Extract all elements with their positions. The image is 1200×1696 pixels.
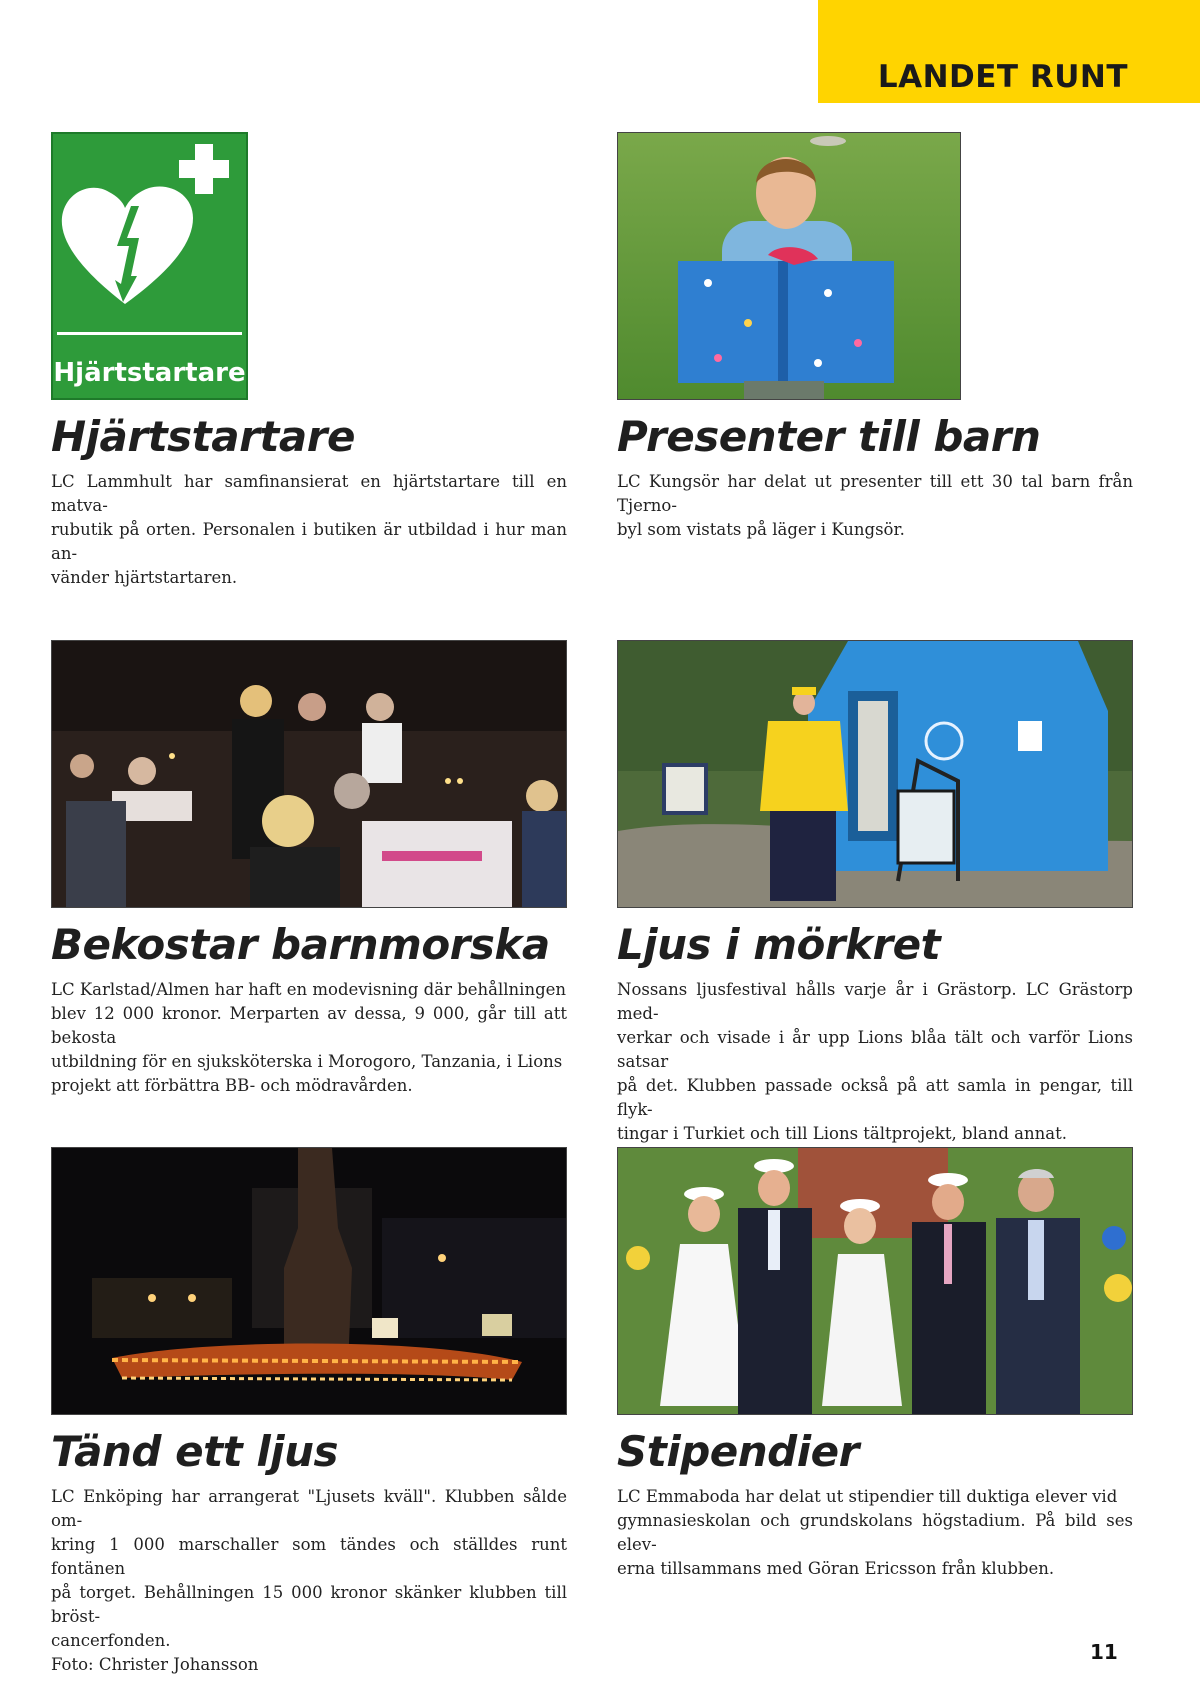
headline: Tänd ett ljus	[51, 1427, 339, 1476]
students-photo-icon	[618, 1148, 1133, 1415]
body-line: erna tillsammans med Göran Ericsson från klubben.	[617, 1559, 1055, 1578]
article-stipendier	[617, 1147, 1133, 1581]
photo-candles-square	[51, 1147, 567, 1415]
photo-fashion-show-dinner	[51, 640, 567, 908]
body-line: verkar och visade i år upp Lions blåa tält och varför Lions satsar	[617, 1028, 1133, 1071]
aed-sign-label: Hjärtstartare	[53, 358, 246, 388]
photo-scholarship-students	[617, 1147, 1133, 1415]
headline: Bekostar barnmorska	[51, 920, 550, 969]
body-line: LC Lammhult har samfinansierat en hjärtstartare till en matva-	[51, 472, 567, 515]
body-line: blev 12 000 kronor. Merparten av dessa, 9 000, går till att bekosta	[51, 1004, 567, 1047]
body-line: LC Kungsör har delat ut presenter till ett 30 tal barn från Tjerno-	[617, 472, 1133, 515]
article-body	[51, 978, 567, 1098]
body-line: på det. Klubben passade också på att samla in pengar, till flyk-	[617, 1076, 1133, 1119]
candle-square-photo-icon	[52, 1148, 567, 1415]
article-presenter	[617, 132, 1133, 542]
photo-boy-with-gift	[617, 132, 961, 400]
aed-sign-image	[51, 132, 248, 400]
headline: Stipendier	[617, 1427, 859, 1476]
article-body	[617, 1485, 1133, 1581]
body-line: Nossans ljusfestival hålls varje år i Grästorp. LC Grästorp med-	[617, 980, 1133, 1023]
body-line: gymnasieskolan och grundskolans högstadium. På bild ses elev-	[617, 1511, 1133, 1554]
article-body	[51, 1485, 567, 1677]
body-line: LC Karlstad/Almen har haft en modevisning där behållningen	[51, 980, 567, 999]
photo-lions-tent	[617, 640, 1133, 908]
body-line: på torget. Behållningen 15 000 kronor skänker klubben till bröst-	[51, 1583, 567, 1626]
body-line: rubutik på orten. Personalen i butiken är utbildad i hur man an-	[51, 520, 567, 563]
headline: Hjärtstartare	[51, 412, 355, 461]
section-title: LANDET RUNT	[877, 59, 1128, 95]
body-line: tingar i Turkiet och till Lions tältprojekt, bland annat.	[617, 1124, 1067, 1143]
tent-photo-icon	[618, 641, 1133, 908]
body-line: projekt att förbättra BB- och mödravården.	[51, 1076, 413, 1095]
body-line: Foto: Christer Johansson	[51, 1655, 259, 1674]
aed-divider	[57, 332, 242, 335]
article-body	[51, 470, 567, 590]
article-ljus-morkret	[617, 640, 1133, 1170]
body-line: LC Emmaboda har delat ut stipendier till duktiga elever vid	[617, 1487, 1118, 1506]
article-body	[617, 978, 1133, 1170]
body-line: kring 1 000 marschaller som tändes och ställdes runt fontänen	[51, 1535, 567, 1578]
page-number: 11	[1090, 1640, 1118, 1664]
body-line: byl som vistats på läger i Kungsör.	[617, 520, 905, 539]
body-line: utbildning för en sjuksköterska i Morogoro, Tanzania, i Lions	[51, 1052, 563, 1071]
article-barnmorska	[51, 640, 567, 1098]
article-hjartstartare	[51, 132, 567, 590]
dinner-photo-icon	[52, 641, 567, 908]
body-line: cancerfonden.	[51, 1631, 171, 1650]
body-line: LC Enköping har arrangerat "Ljusets kväll". Klubben sålde om-	[51, 1487, 567, 1530]
headline: Ljus i mörkret	[617, 920, 941, 969]
body-line: vänder hjärtstartaren.	[51, 568, 238, 587]
section-tab	[818, 0, 1200, 103]
article-tand-ljus	[51, 1147, 567, 1677]
headline: Presenter till barn	[617, 412, 1041, 461]
boy-gift-photo-icon	[618, 133, 961, 400]
article-body	[617, 470, 1133, 542]
